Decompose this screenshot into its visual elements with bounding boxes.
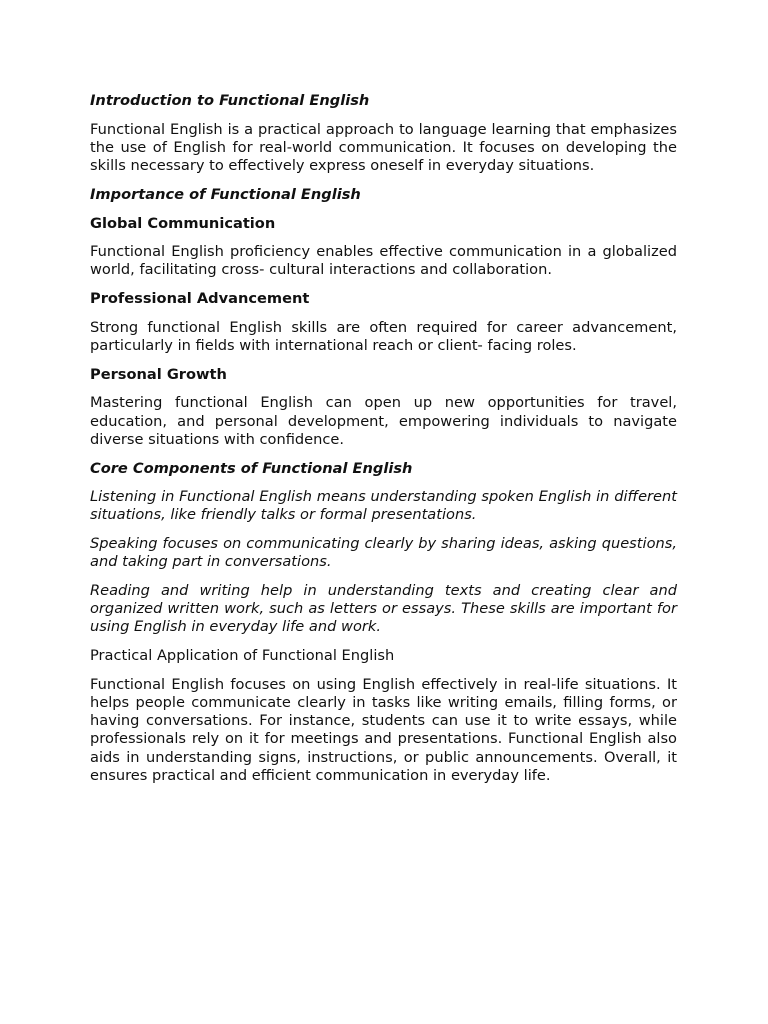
reading-writing-paragraph: Reading and writing help in understanding texts and creating clear and organized written work, such as letters or essays. These skills are important for using English in everyday life and work.: [90, 582, 677, 636]
personal-growth-heading: Personal Growth: [90, 365, 227, 383]
document-page: [90, 92, 677, 796]
professional-advancement-heading: Professional Advancement: [90, 290, 310, 308]
speaking-paragraph: Speaking focuses on communicating clearly by sharing ideas, asking questions, and taking part in conversations.: [90, 535, 677, 571]
importance-heading: Importance of Functional English: [90, 185, 361, 203]
core-components-heading: Core Components of Functional English: [90, 459, 413, 477]
practical-application-paragraph: Functional English focuses on using English effectively in real-life situations. It helps people communicate clearly in tasks like writing emails, filling forms, or having conversations. For instance, students can use it to write essays, while professionals rely on it for meetings and presentations. Functional English also aids in understanding signs, instructions, or public announcements. Overall, it ensures practical and efficient communication in everyday life.: [90, 675, 677, 784]
listening-paragraph: Listening in Functional English means understanding spoken English in different situations, like friendly talks or formal presentations.: [90, 488, 677, 524]
intro-paragraph: Functional English is a practical approach to language learning that emphasizes the use of English for real-world communication. It focuses on developing the skills necessary to effectively express oneself in everyday situations.: [90, 120, 677, 175]
global-communication-heading: Global Communication: [90, 214, 276, 232]
intro-heading: Introduction to Functional English: [90, 92, 370, 109]
professional-advancement-paragraph: Strong functional English skills are often required for career advancement, particularly in fields with international reach or client- facing roles.: [90, 318, 677, 355]
global-communication-paragraph: Functional English proficiency enables effective communication in a globalized world, facilitating cross- cultural interactions and collaboration.: [90, 243, 677, 279]
personal-growth-paragraph: Mastering functional English can open up new opportunities for travel, education, and personal development, empowering individuals to navigate diverse situations with confidence.: [90, 394, 677, 448]
practical-application-heading: Practical Application of Functional English: [90, 647, 395, 665]
